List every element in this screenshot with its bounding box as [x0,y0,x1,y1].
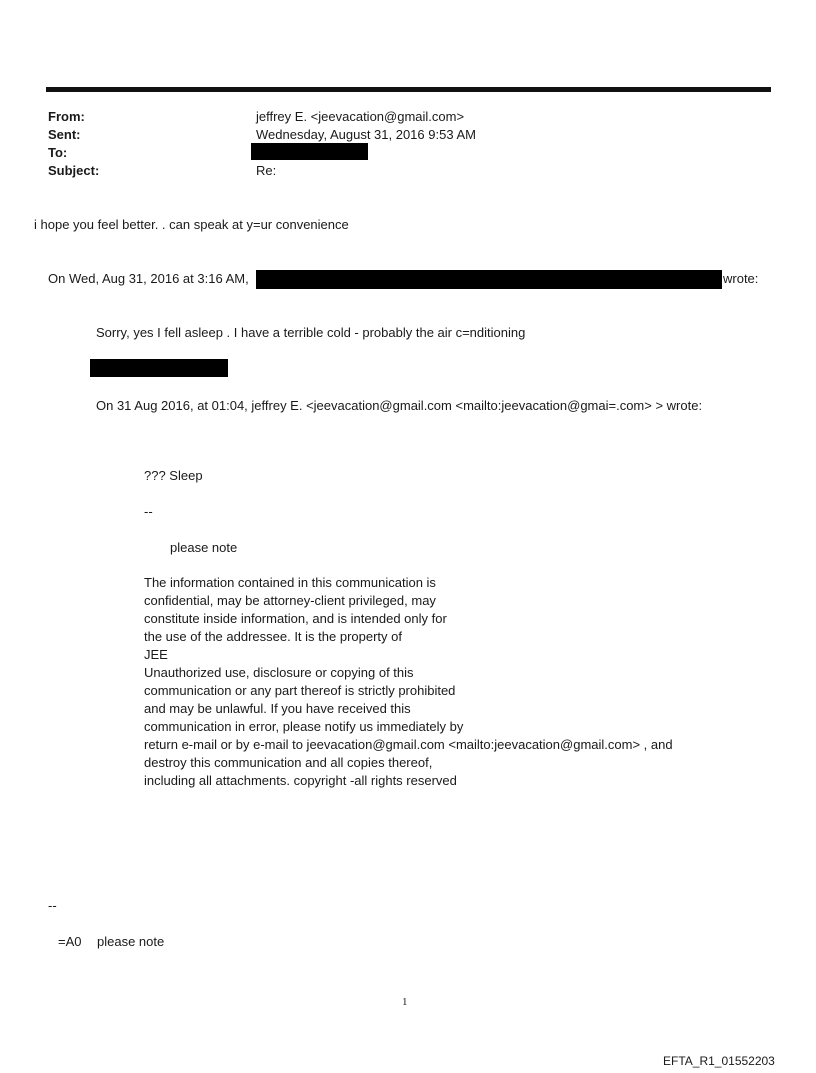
quote1-intro: On Wed, Aug 31, 2016 at 3:16 AM, [48,271,249,286]
disclaimer-line: destroy this communication and all copies thereof, [144,755,433,770]
disclaimer-line: confidential, may be attorney-client privileged, may [144,593,436,608]
please-note: please note [170,540,238,555]
page-number: 1 [402,996,408,1008]
document-id: EFTA_R1_01552203 [663,1054,775,1068]
quote1-wrote: wrote: [723,271,759,286]
header-rule [46,87,771,92]
footer-a0: =A0 [58,934,82,949]
disclaimer-line: Unauthorized use, disclosure or copying of this [144,665,414,680]
subject-value: Re: [256,163,277,178]
from-label: From: [48,109,85,124]
subject-label: Subject: [48,163,100,178]
signature-separator: -- [144,504,153,519]
reply-text: i hope you feel better. . can speak at y=ur convenience [34,217,349,232]
disclaimer-line: constitute inside information, and is intended only for [144,611,447,626]
redaction-sender [256,270,722,289]
to-label: To: [48,145,68,160]
disclaimer-line: return e-mail or by e-mail to jeevacation@gmail.com <mailto:jeevacation@gmail.com> , and [144,737,673,752]
disclaimer-line: The information contained in this communication is [144,575,436,590]
quote2-intro: On 31 Aug 2016, at 01:04, jeffrey E. <jeevacation@gmail.com <mailto:jeevacation@gmai=.com> > wrote: [96,398,703,413]
disclaimer-line: communication or any part thereof is strictly prohibited [144,683,456,698]
disclaimer-line: and may be unlawful. If you have received this [144,701,411,716]
disclaimer [144,574,673,790]
disclaimer-line: communication in error, please notify us immediately by [144,719,464,734]
disclaimer-line: including all attachments. copyright -all rights reserved [144,773,457,788]
disclaimer-line: the use of the addressee. It is the property of [144,629,402,644]
disclaimer-line: JEE [144,647,168,662]
sent-value: Wednesday, August 31, 2016 9:53 AM [256,127,476,142]
redaction-signature [90,359,228,377]
quote2-text: ??? Sleep [144,468,203,483]
sent-label: Sent: [48,127,81,142]
footer-separator: -- [48,898,57,913]
footer-please-note: please note [97,934,165,949]
redaction-to [251,143,368,160]
from-value: jeffrey E. <jeevacation@gmail.com> [256,109,465,124]
quote1-text: Sorry, yes I fell asleep . I have a terrible cold - probably the air c=nditioning [96,325,526,340]
